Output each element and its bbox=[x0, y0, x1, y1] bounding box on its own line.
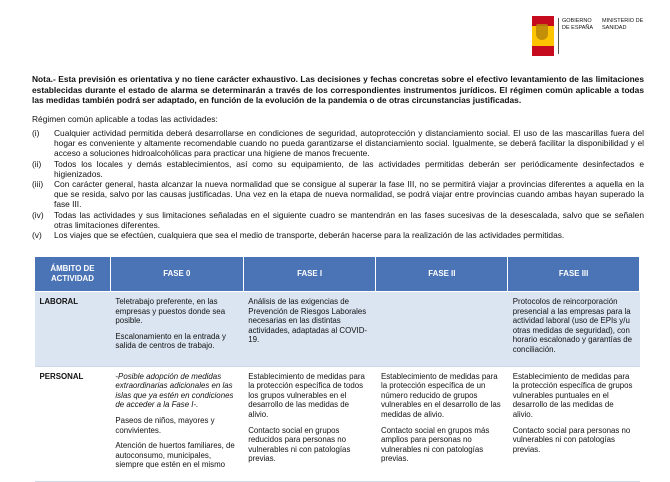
list-item-number: (ii) bbox=[32, 158, 42, 169]
cell-paragraph: Establecimiento de medidas para la protección específica de grupos vulnerables puntuales en el desarrollo de las medidas de alivio. bbox=[512, 371, 633, 419]
common-regime-list bbox=[32, 128, 644, 240]
row-area-label: PERSONAL bbox=[35, 366, 111, 481]
list-item-number: (i) bbox=[32, 128, 40, 138]
list-item bbox=[32, 230, 644, 240]
cell-paragraph: Atención de huertos familiares, de autoconsumo, municipales, siempre que estén en el mismo bbox=[115, 441, 235, 470]
cell-fase-2 bbox=[376, 292, 508, 367]
cell-paragraph: Teletrabajo preferente, en las empresas y puestos donde sea posible. bbox=[115, 297, 226, 326]
cell-paragraph: Protocolos de reincorporación presencial a las empresas para la actividad laboral (uso de EPIs y/u otras medidas de seguridad), con horario escalonado y garantías de conciliación. bbox=[512, 297, 633, 354]
government-logo bbox=[532, 14, 650, 60]
cell-paragraph: Análisis de las exigencias de Prevención de Riesgos Laborales necesarias en las distintas actividades, adaptadas al COVID-19. bbox=[248, 297, 368, 345]
cell-fase-3 bbox=[508, 292, 640, 367]
logo-text-ministerio: MINISTERIO DE SANIDAD bbox=[602, 18, 644, 31]
logo-text-gobierno: GOBIERNO DE ESPAÑA bbox=[562, 18, 594, 31]
row-area-label: LABORAL bbox=[35, 292, 111, 367]
cell-fase-0 bbox=[110, 292, 243, 367]
list-item-text: Todos los locales y demás establecimientos, así como su equipamiento, de las actividades permitidas deberán ser periódicamente desinfectados e higienizados. bbox=[54, 158, 644, 179]
list-item-text: Cualquier actividad permitida deberá desarrollarse en condiciones de seguridad, autoprotección y distanciamiento social. El uso de las mascarillas fuera del hogar es conveniente y altamente recomendable cuando no pueda garantizarse el distanciamiento social. Igualmente, se deberá facilitar la disponibilidad y el acceso a soluciones hidroalcohólicas para practicar una higiene de manos frecuente. bbox=[54, 128, 644, 159]
header-fase-0: FASE 0 bbox=[110, 257, 243, 292]
cell-paragraph: Paseos de niños, mayores y convivientes. bbox=[115, 415, 215, 435]
list-item-number: (v) bbox=[32, 230, 42, 241]
list-item bbox=[32, 159, 644, 179]
list-item-text: Todas las actividades y sus limitaciones señaladas en el siguiente cuadro se mantendrán en las fases sucesivas de la desescalada, salvo que se señalen otras limitaciones diferentes. bbox=[54, 209, 644, 230]
cell-paragraph: Establecimiento de medidas para la protección específica de todos los grupos vulnerables en el desarrollo de las medidas de alivio. bbox=[248, 371, 365, 419]
measures-table bbox=[34, 256, 640, 482]
intro-text: Régimen común aplicable a todas las actividades: bbox=[32, 114, 218, 124]
cell-fase-3 bbox=[508, 366, 640, 481]
cell-paragraph: Contacto social en grupos más amplios para personas no vulnerables ni con patologías previas. bbox=[380, 425, 490, 464]
cell-paragraph: Contacto social en grupos reducidos para personas no vulnerables ni con patologías previas. bbox=[248, 425, 351, 464]
table-row-laboral bbox=[35, 292, 640, 367]
cell-fase-1 bbox=[243, 292, 376, 367]
list-item-text: Los viajes que se efectúen, cualquiera que sea el medio de transporte, deberán hacerse para la realización de las actividades permitidas. bbox=[54, 230, 565, 241]
cell-fase-2 bbox=[376, 366, 508, 481]
coat-of-arms-icon bbox=[536, 24, 548, 40]
list-item-text: Con carácter general, hasta alcanzar la nueva normalidad que se consigue al superar la fase III, no se permitirá viajar a provincias diferentes a aquella en la que se resida, salvo por las causas justificadas. Una vez en la etapa de nueva normalidad, se podrá viajar entre provincias cuando ambas hayan superado la fase III. bbox=[54, 179, 644, 210]
cell-fase-1 bbox=[243, 366, 376, 481]
list-item bbox=[32, 179, 644, 210]
table-header-row bbox=[35, 257, 640, 292]
header-fase-2: FASE II bbox=[376, 257, 508, 292]
cell-paragraph: Escalonamiento en la entrada y salida de centros de trabajo. bbox=[115, 331, 226, 351]
cell-paragraph: Establecimiento de medidas para la protección específica de un número reducido de grupos vulnerables en el desarrollo de las medidas de alivio. bbox=[380, 371, 501, 419]
list-item-number: (iv) bbox=[32, 209, 44, 220]
header-fase-1: FASE I bbox=[243, 257, 376, 292]
list-item bbox=[32, 128, 644, 159]
cell-paragraph: Contacto social para personas no vulnerables ni con patologías previas. bbox=[512, 425, 631, 454]
header-fase-3: FASE III bbox=[508, 257, 640, 292]
table-row-personal bbox=[35, 366, 640, 481]
cell-fase-0 bbox=[110, 366, 243, 481]
list-item-number: (iii) bbox=[32, 179, 44, 190]
cell-paragraph: -Posible adopción de medidas extraordinarias adicionales en las islas que ya estén en condiciones de acceder a la Fase I-. bbox=[115, 371, 234, 410]
header-ambito: ÁMBITO DE ACTIVIDAD bbox=[35, 257, 111, 292]
note-paragraph: Nota.- Esta previsión es orientativa y no tiene carácter exhaustivo. Las decisiones y fechas concretas sobre el efectivo levantamiento de las limitaciones establecidas durante el estado de alarma se determinarán a través de los correspondientes instrumentos jurídicos. El régimen común aplicable a todas las medidas también podrá ser adaptado, en función de la evolución de la pandemia o de otras circunstancias justificadas. bbox=[32, 74, 644, 105]
list-item bbox=[32, 210, 644, 230]
logo-divider bbox=[558, 18, 559, 54]
